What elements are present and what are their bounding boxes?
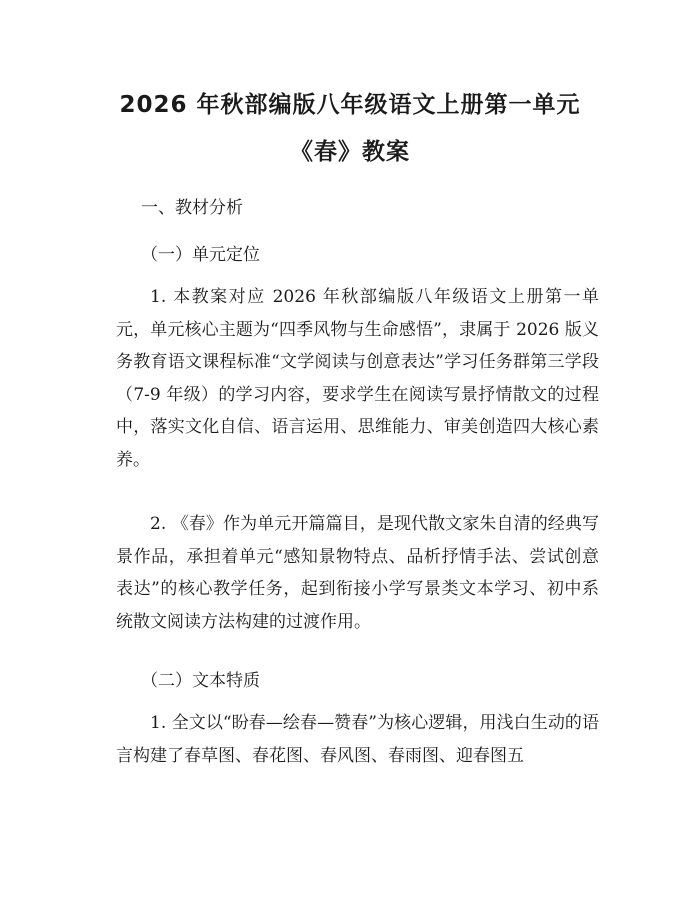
paragraph-unit-positioning-2: 2. 《春》作为单元开篇篇目，是现代散文家朱自清的经典写景作品，承担着单元“感知景物特点、品析抒情手法、尝试创意表达”的核心教学任务，起到衔接小学写景类文本学习、初中系统散文阅读方法构建的过渡作用。	[116, 514, 599, 632]
document-title-line-1: 2026 年秋部编版八年级语文上册第一单元	[119, 92, 581, 118]
paragraph-unit-positioning-1: 1. 本教案对应 2026 年秋部编版八年级语文上册第一单元，单元核心主题为“四季风物与生命感悟”，隶属于 2026 版义务教育语文课程标准“文学阅读与创意表达”学习任务群第三学段（7-9 年级）的学习内容，要求学生在阅读写景抒情散文的过程中，落实文化自信、语言运用、思维能力、审美创造四大核心素养。	[116, 287, 599, 470]
subsection-heading-text-features: （二）文本特质	[141, 671, 260, 691]
subsection-heading-unit-positioning: （一）单元定位	[141, 245, 260, 265]
paragraph-text-features-1: 1. 全文以“盼春—绘春—赞春”为核心逻辑，用浅白生动的语言构建了春草图、春花图、春风图、春雨图、迎春图五	[116, 713, 599, 766]
document-title-line-2: 《春》教案	[290, 139, 410, 165]
section-heading-textbook-analysis: 一、教材分析	[141, 198, 243, 218]
